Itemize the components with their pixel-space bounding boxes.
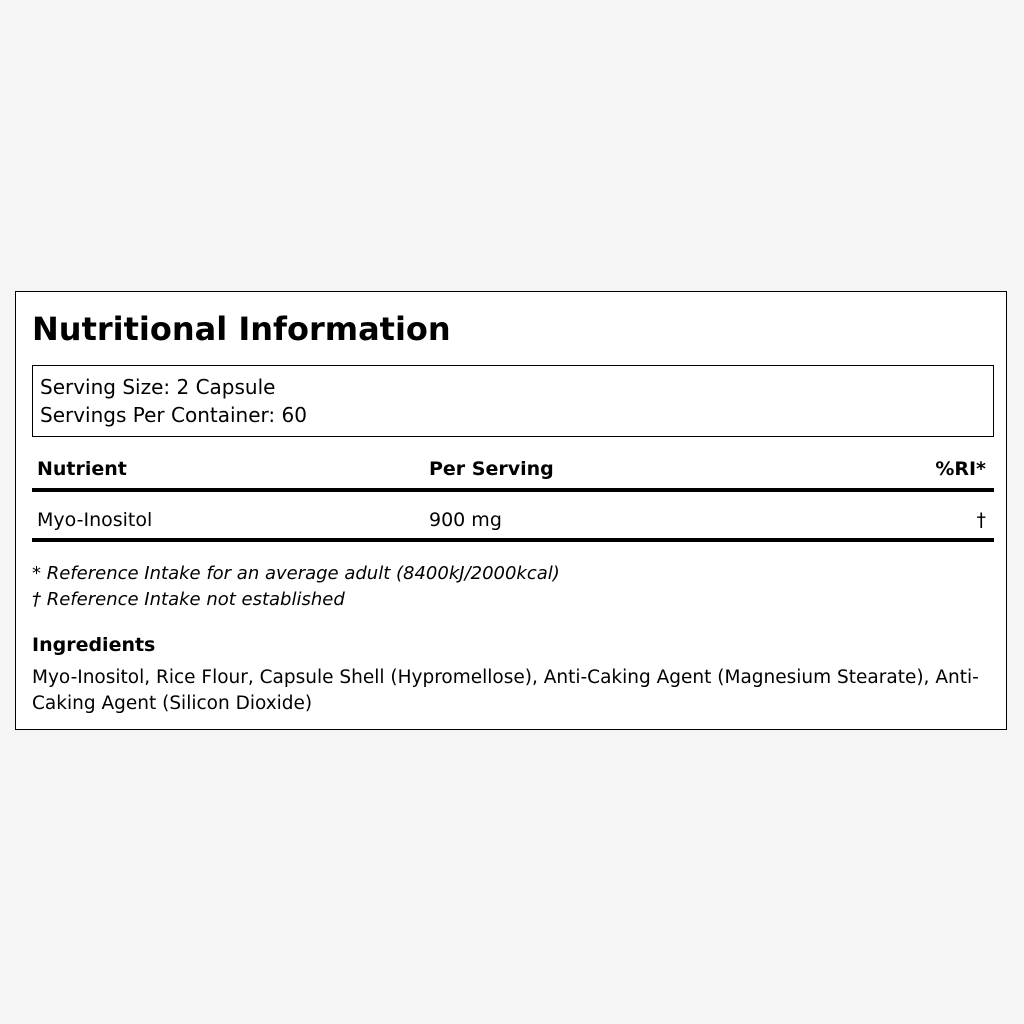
- serving-info-box: [32, 365, 994, 437]
- panel-title: Nutritional Information: [32, 310, 451, 348]
- ingredients-text: Myo-Inositol, Rice Flour, Capsule Shell (Hypromellose), Anti-Caking Agent (Magnesium Stearate), Anti-Caking Agent (Silicon Dioxide): [32, 667, 979, 714]
- header-per-serving: Per Serving: [429, 458, 554, 480]
- nutrition-panel: [15, 291, 1007, 730]
- servings-per-container: Servings Per Container: 60: [40, 403, 307, 427]
- row-ri: †: [976, 509, 986, 531]
- table-bottom-divider: [32, 538, 994, 542]
- header-nutrient: Nutrient: [37, 458, 127, 480]
- footnote-reference-intake: * Reference Intake for an average adult (8400kJ/2000kcal): [32, 563, 560, 584]
- ingredients-heading: Ingredients: [32, 634, 156, 656]
- row-nutrient: Myo-Inositol: [37, 509, 153, 531]
- row-per-serving: 900 mg: [429, 509, 502, 531]
- header-divider: [32, 488, 994, 492]
- footnote-not-established: † Reference Intake not established: [32, 589, 345, 610]
- header-ri: %RI*: [935, 458, 986, 480]
- serving-size: Serving Size: 2 Capsule: [40, 375, 276, 399]
